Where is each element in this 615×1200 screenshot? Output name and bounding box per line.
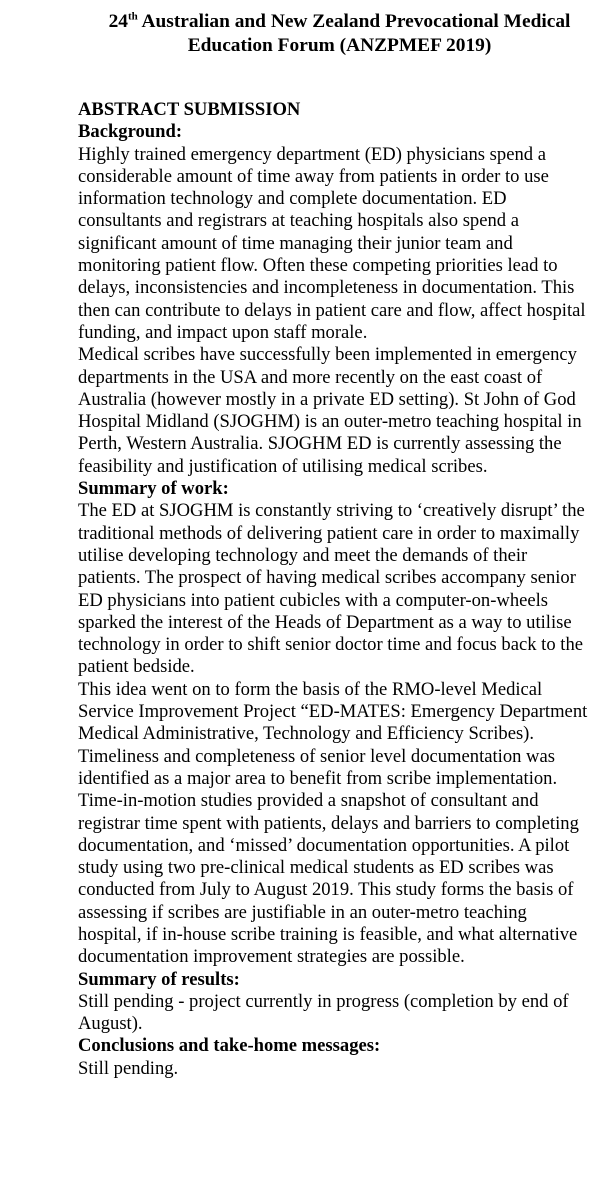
summary-of-work-paragraph-2: This idea went on to form the basis of the RMO-level Medical Service Improvement Project “ED-MATES: Emergency Department Medical Administrative, Technology and Efficiency Scribes). xyxy=(78,678,588,745)
section-heading-background: Background: xyxy=(78,121,183,143)
title-line2-text: Education Forum (ANZPMEF 2019) xyxy=(187,35,492,56)
section-heading-conclusions: Conclusions and take-home messages: xyxy=(78,1035,381,1057)
title-ordinal-suffix: th xyxy=(127,10,138,23)
title-line1-text: Australian and New Zealand Prevocational Medical xyxy=(137,11,571,32)
summary-of-work-paragraph-3: Timeliness and completeness of senior level documentation was identified as a major area to benefit from scribe implementation. Time-in-motion studies provided a snapshot of consultant and registrar time spent with patients, delays and barriers to completing documentation, and ‘missed’ documentation opportunities. A pilot study using two pre-clinical medical students as ED scribes was conducted from July to August 2019. This study forms the basis of assessing if scribes are justifiable in an outer-metro teaching hospital, if in-house scribe training is feasible, and what alternative documentation improvement strategies are possible. xyxy=(78,745,579,968)
background-paragraph-1: Highly trained emergency department (ED) physicians spend a considerable amount of time away from patients in order to use information technology and complete documentation. ED consultants and registrars at teaching hospitals also spend a significant amount of time managing their junior team and monitoring patient flow. Often these competing priorities lead to delays, inconsistencies and incompleteness in documentation. This then can contribute to delays in patient care and flow, affect hospital funding, and impact upon staff morale. xyxy=(78,143,586,343)
conclusions-paragraph: Still pending. xyxy=(78,1057,179,1079)
summary-of-work-paragraph-1: The ED at SJOGHM is constantly striving to ‘creatively disrupt’ the traditional methods of delivering patient care in order to maximally utilise developing technology and meet the demands of their patients. The prospect of having medical scribes accompany senior ED physicians into patient cubicles with a computer-on-wheels sparked the interest of the Heads of Department as a way to utilise technology in order to shift senior doctor time and focus back to the patient bedside. xyxy=(78,500,585,678)
title-ordinal-number: 24 xyxy=(108,11,128,32)
section-heading-summary-of-work: Summary of work: xyxy=(78,478,229,500)
section-heading-summary-of-results: Summary of results: xyxy=(78,968,240,990)
abstract-label: ABSTRACT SUBMISSION xyxy=(78,99,301,120)
summary-of-results-paragraph: Still pending - project currently in progress (completion by end of August). xyxy=(78,990,569,1035)
background-paragraph-2: Medical scribes have successfully been implemented in emergency departments in the USA and more recently on the east coast of Australia (however mostly in a private ED setting). St John of God Hospital Midland (SJOGHM) is an outer-metro teaching hospital in Perth, Western Australia. SJOGHM ED is currently assessing the feasibility and justification of utilising medical scribes. xyxy=(78,344,582,477)
document-title xyxy=(78,10,591,58)
